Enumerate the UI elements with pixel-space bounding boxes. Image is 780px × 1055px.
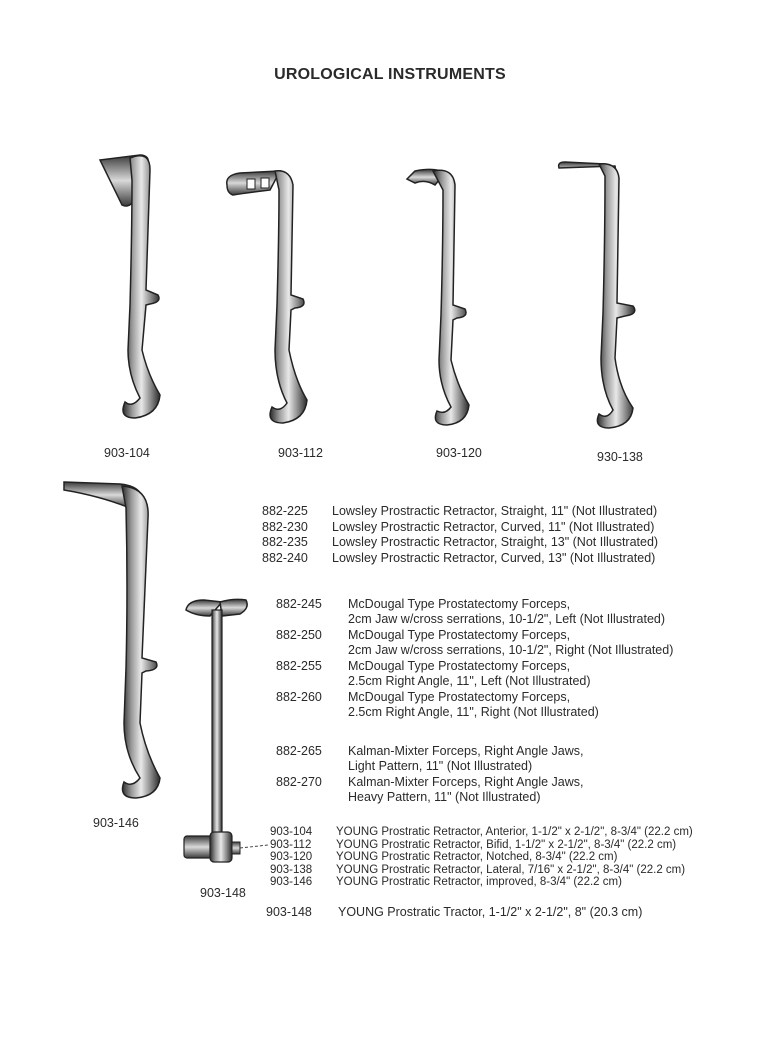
retractor-903-112-image [225,165,335,435]
item-code: 903-138 [270,863,313,876]
item-code: 903-104 [270,826,313,838]
item-code: 903-112 [270,838,312,851]
item-description: YOUNG Prostratic Retractor, Bifid, 1-1/2" x 2-1/2", 8-3/4" (22.2 cm) [336,838,677,851]
retractor-903-104-image [70,150,180,430]
retractor-930-138-image [555,158,665,438]
mcdougal-list [276,597,726,721]
retractor-903-120-image [405,165,495,435]
item-description: YOUNG Prostratic Retractor, improved, 8-3/4" (22.2 cm) [336,876,622,888]
item-code: 903-120 [270,851,313,863]
item-description: YOUNG Prostratic Retractor, Lateral, 7/16" x 2-1/2", 8-3/4" (22.2 cm) [336,863,686,876]
item-description: YOUNG Prostratic Retractor, Anterior, 1-1/2" x 2-1/2", 8-3/4" (22.2 cm) [336,826,693,838]
item-code: 882-270 [276,775,322,789]
item-code: 882-245 [276,597,322,611]
kalman-list [276,744,726,806]
item-code: 882-265 [276,744,322,758]
young-list [270,826,730,892]
item-code: 882-235 [262,535,308,549]
item-code: 903-146 [270,876,313,888]
caption-903-104: 903-104 [104,446,150,460]
caption-903-112: 903-112 [278,446,323,460]
lowsley-list [262,504,742,568]
item-description: YOUNG Prostratic Retractor, Notched, 8-3/4" (22.2 cm) [336,851,618,863]
tractor-903-148-image [170,592,270,877]
item-description: Kalman-Mixter Forceps, Right Angle Jaws, [348,775,584,789]
item-description: McDougal Type Prostatectomy Forceps, [348,597,571,611]
item-code: 882-250 [276,628,322,642]
item-code: 882-225 [262,504,308,518]
item-description: Lowsley Prostractic Retractor, Straight, 11" (Not Illustrated) [332,504,658,518]
item-description: YOUNG Prostratic Tractor, 1-1/2" x 2-1/2", 8" (20.3 cm) [338,905,643,919]
tractor-item [266,905,686,921]
page-title: UROLOGICAL INSTRUMENTS [274,66,506,83]
item-code: 882-260 [276,690,322,704]
item-description: 2.5cm Right Angle, 11", Right (Not Illustrated) [348,705,599,719]
item-code: 903-148 [266,905,312,919]
caption-903-148: 903-148 [200,886,246,900]
caption-903-146: 903-146 [93,816,139,830]
item-description: Light Pattern, 11" (Not Illustrated) [348,759,533,773]
item-description: Lowsley Prostractic Retractor, Straight, 13" (Not Illustrated) [332,535,659,549]
item-description: Kalman-Mixter Forceps, Right Angle Jaws, [348,744,584,758]
caption-903-120: 903-120 [436,446,482,460]
item-code: 882-255 [276,659,322,673]
item-description: Lowsley Prostractic Retractor, Curved, 13" (Not Illustrated) [332,550,656,565]
item-description: McDougal Type Prostatectomy Forceps, [348,690,571,704]
item-description: Heavy Pattern, 11" (Not Illustrated) [348,790,541,804]
retractor-903-146-image [60,478,170,808]
item-code: 882-240 [262,550,308,565]
item-description: 2.5cm Right Angle, 11", Left (Not Illustrated) [348,674,591,688]
item-description: 2cm Jaw w/cross serrations, 10-1/2", Right (Not Illustrated) [348,643,674,657]
item-description: 2cm Jaw w/cross serrations, 10-1/2", Left (Not Illustrated) [348,612,666,626]
item-description: McDougal Type Prostatectomy Forceps, [348,659,571,673]
item-description: McDougal Type Prostatectomy Forceps, [348,628,571,642]
caption-930-138: 930-138 [597,450,643,464]
item-code: 882-230 [262,519,308,534]
item-description: Lowsley Prostractic Retractor, Curved, 11" (Not Illustrated) [332,519,655,534]
